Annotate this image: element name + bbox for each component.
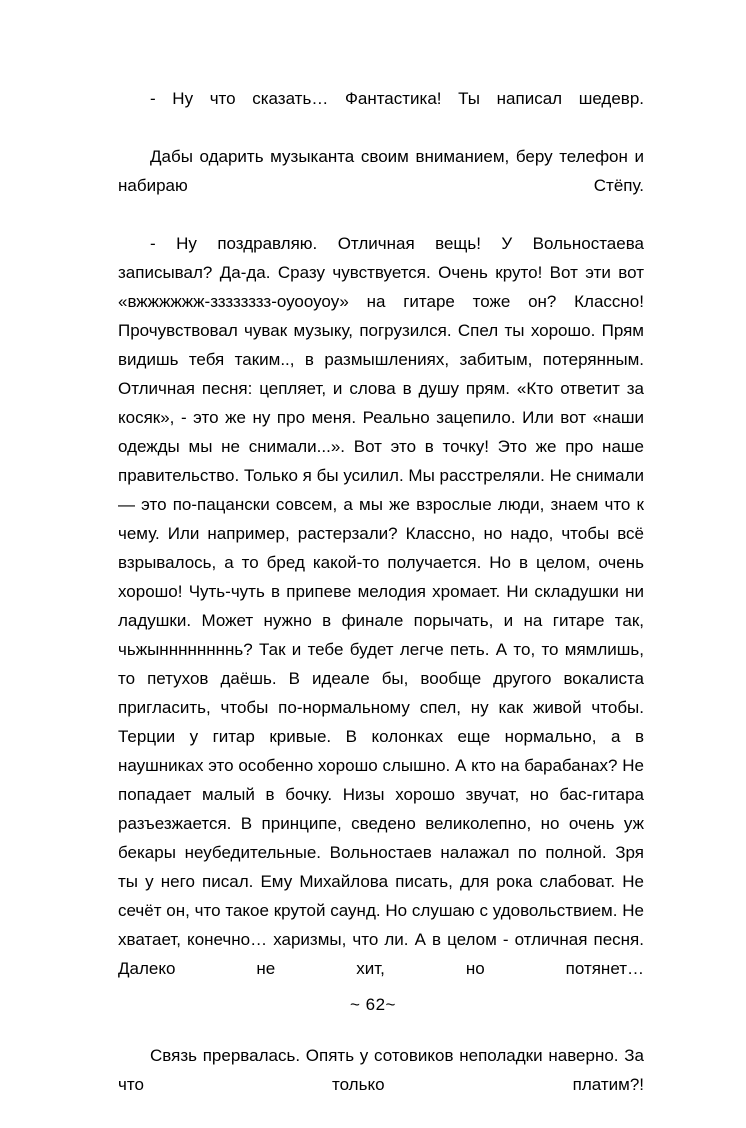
paragraph-dialogue-opening: - Ну что сказать… Фантастика! Ты написал шедевр. xyxy=(150,89,644,108)
page-body-text xyxy=(118,84,644,1128)
paragraph-narration-calling: Дабы одарить музыканта своим вниманием, беру телефон и набираю Стёпу. xyxy=(118,147,644,195)
paragraph-dialogue-monologue: - Ну поздравляю. Отличная вещь! У Вольностаева записывал? Да-да. Сразу чувствуется. Очень круто! Вот эти вот «вжжжжжж-зззззззз-оуооуоу» на гитаре тоже он? Классно! Прочувствовал чувак музыку, погрузился. Спел ты хорошо. Прям видишь тебя таким.., в размышлениях, забитым, потерянным. Отличная песня: цепляет, и слова в душу прям. «Кто ответит за косяк», - это же ну про меня. Реально зацепило. Или вот «наши одежды мы не снимали...». Вот это в точку! Это же про наше правительство. Только я бы усилил. Мы расстреляли. Не снимали — это по-пацански совсем, а мы же взрослые люди, знаем что к чему. Или например, растерзали? Классно, но надо, чтобы всё взрывалось, а то бред какой-то получается. Но в целом, очень хорошо! Чуть-чуть в припеве мелодия хромает. Ни складушки ни ладушки. Может нужно в финале порычать, и на гитаре так, чьжыннннннннь? Так и тебе будет легче петь. А то, то мямлишь, то петухов даёшь. В идеале бы, вообще другого вокалиста пригласить, чтобы по-нормальному спел, ну как живой чтобы. Терции у гитар кривые. В колонках еще нормально, а в наушниках это особенно хорошо слышно. А кто на барабанах? Не попадает малый в бочку. Низы хорошо звучат, но бас-гитара разъезжается. В принципе, сведено великолепно, но очень уж бекары неубедительные. Вольностаев налажал по полной. Зря ты у него писал. Ему Михайлова писать, для рока слабоват. Не сечёт он, что такое крутой саунд. Но слушаю с удовольствием. Не хватает, конечно… харизмы, что ли. А в целом - отличная песня. Далеко не хит, но потянет… xyxy=(118,234,644,978)
paragraph-narration-closing: Связь прервалась. Опять у сотовиков неполадки наверно. За что только платим?! xyxy=(118,1046,644,1094)
page-number: ~ 62~ xyxy=(350,995,396,1014)
